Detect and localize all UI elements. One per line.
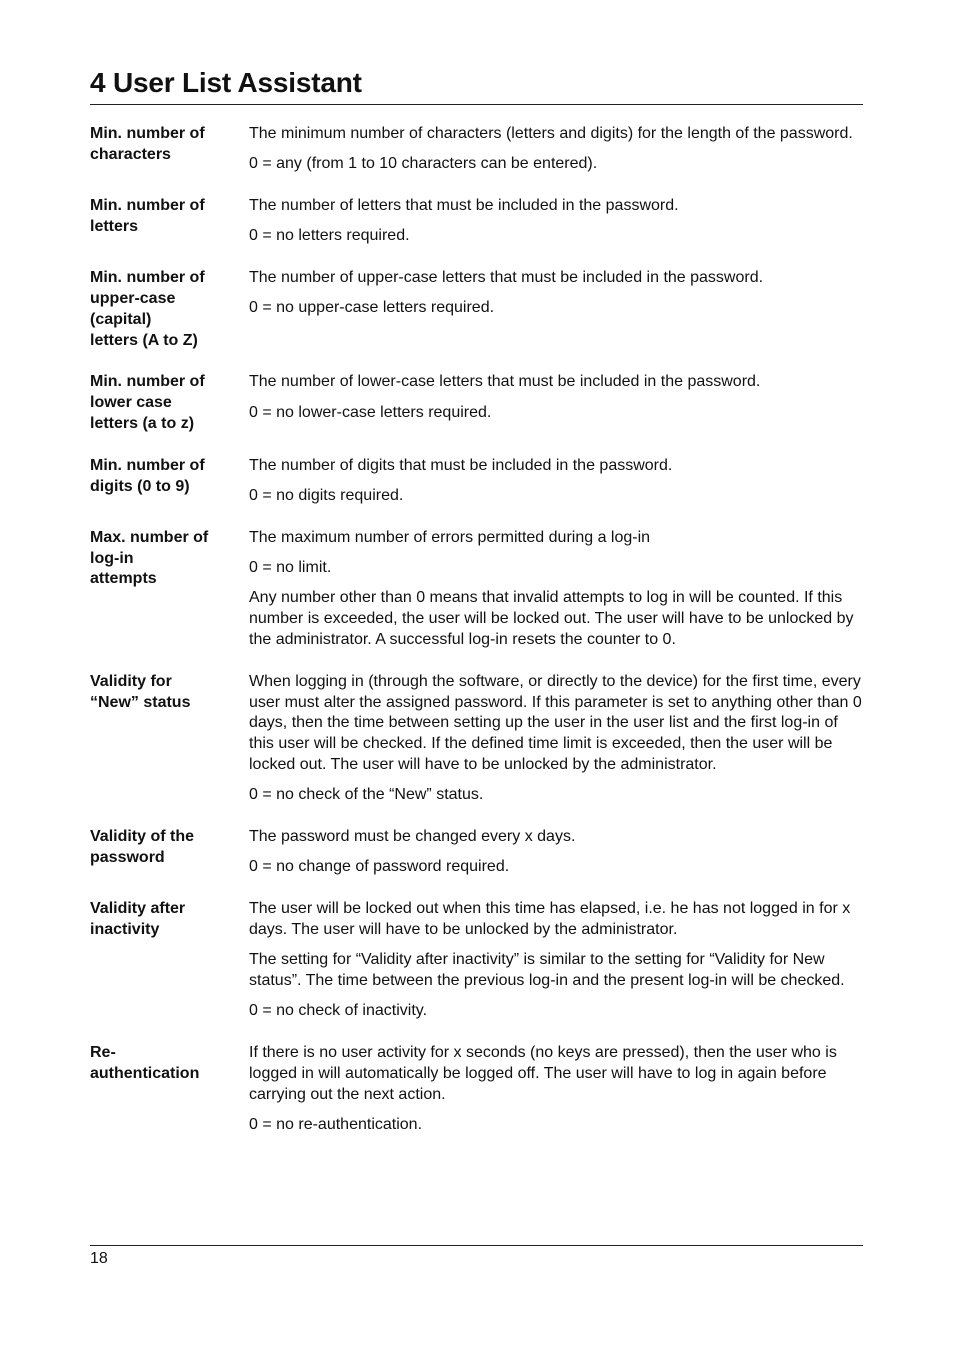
parameter-term: Min. number of letters (90, 197, 205, 235)
title-divider (90, 104, 863, 105)
parameter-description (249, 124, 863, 175)
description-paragraph: 0 = any (from 1 to 10 characters can be entered). (249, 155, 598, 173)
parameter-entry (90, 372, 863, 434)
description-paragraph: The minimum number of characters (letters and digits) for the length of the password. (249, 125, 853, 142)
description-paragraph: 0 = no change of password required. (249, 858, 510, 876)
parameter-list (90, 124, 863, 1157)
description-paragraph: When logging in (through the software, or directly to the device) for the first time, every user must alter the assigned password. If this parameter is set to anything other than 0 days, then the time between setting up the user in the user list and the first log-in of this user will be checked. If the defined time limit is exceeded, then the user will be locked out. The user will have to be unlocked by the administrator. (249, 672, 862, 774)
page-title: 4 User List Assistant (90, 67, 362, 98)
description-paragraph: If there is no user activity for x seconds (no keys are pressed), then the user who is logged in will automatically be logged off. The user will have to log in again before carrying out the next action. (249, 1044, 837, 1103)
parameter-entry (90, 528, 863, 651)
parameter-description (249, 672, 863, 806)
parameter-entry (90, 124, 863, 175)
parameter-description (249, 827, 863, 878)
description-paragraph: 0 = no letters required. (249, 227, 410, 245)
description-paragraph: 0 = no digits required. (249, 487, 404, 505)
parameter-term: Min. number of characters (90, 125, 205, 163)
parameter-term: Validity for “New” status (90, 672, 191, 711)
description-paragraph: The setting for “Validity after inactivity” is similar to the setting for “Validity for New status”. The time between the previous log-in and the present log-in will be checked. (249, 951, 845, 990)
parameter-description (249, 1043, 863, 1136)
description-paragraph: The password must be changed every x days. (249, 828, 576, 846)
parameter-description (249, 196, 863, 247)
description-paragraph: The number of upper-case letters that must be included in the password. (249, 269, 764, 287)
description-paragraph: The number of digits that must be included in the password. (249, 456, 673, 474)
parameter-term: Min. number of upper-case (capital) letters (A to Z) (90, 269, 205, 349)
parameter-entry (90, 899, 863, 1022)
description-paragraph: The number of lower-case letters that must be included in the password. (249, 373, 761, 391)
parameter-description (249, 899, 863, 1022)
parameter-description (249, 528, 863, 651)
parameter-entry (90, 196, 863, 247)
parameter-term: Min. number of digits (0 to 9) (90, 456, 205, 495)
parameter-term: Validity after inactivity (90, 900, 186, 939)
description-paragraph: 0 = no limit. (249, 559, 332, 577)
page-number: 18 (90, 1250, 108, 1267)
description-paragraph: Any number other than 0 means that invalid attempts to log in will be counted. If this number is exceeded, the user will be locked out. The user will have to be unlocked by the administrator. A successful log-in resets the counter to 0. (249, 589, 854, 649)
parameter-description (249, 372, 863, 434)
parameter-term: Max. number of log-in attempts (90, 528, 209, 588)
parameter-entry (90, 672, 863, 806)
parameter-entry (90, 827, 863, 878)
parameter-entry (90, 1043, 863, 1136)
description-paragraph: 0 = no check of inactivity. (249, 1002, 428, 1020)
description-paragraph: The number of letters that must be included in the password. (249, 197, 679, 215)
parameter-term: Min. number of lower case letters (a to z) (90, 373, 205, 432)
parameter-entry (90, 268, 863, 351)
description-paragraph: The user will be locked out when this time has elapsed, i.e. he has not logged in for x days. The user will have to be unlocked by the administrator. (249, 900, 851, 939)
parameter-description (249, 456, 863, 507)
footer-divider (90, 1245, 863, 1246)
parameter-term: Validity of the password (90, 828, 195, 866)
description-paragraph: 0 = no re-authentication. (249, 1116, 423, 1134)
description-paragraph: 0 = no check of the “New” status. (249, 786, 484, 804)
parameter-term: Re- authentication (90, 1044, 200, 1082)
description-paragraph: 0 = no lower-case letters required. (249, 403, 492, 421)
description-paragraph: The maximum number of errors permitted during a log-in (249, 528, 651, 546)
description-paragraph: 0 = no upper-case letters required. (249, 299, 495, 317)
parameter-entry (90, 456, 863, 507)
parameter-description (249, 268, 863, 351)
